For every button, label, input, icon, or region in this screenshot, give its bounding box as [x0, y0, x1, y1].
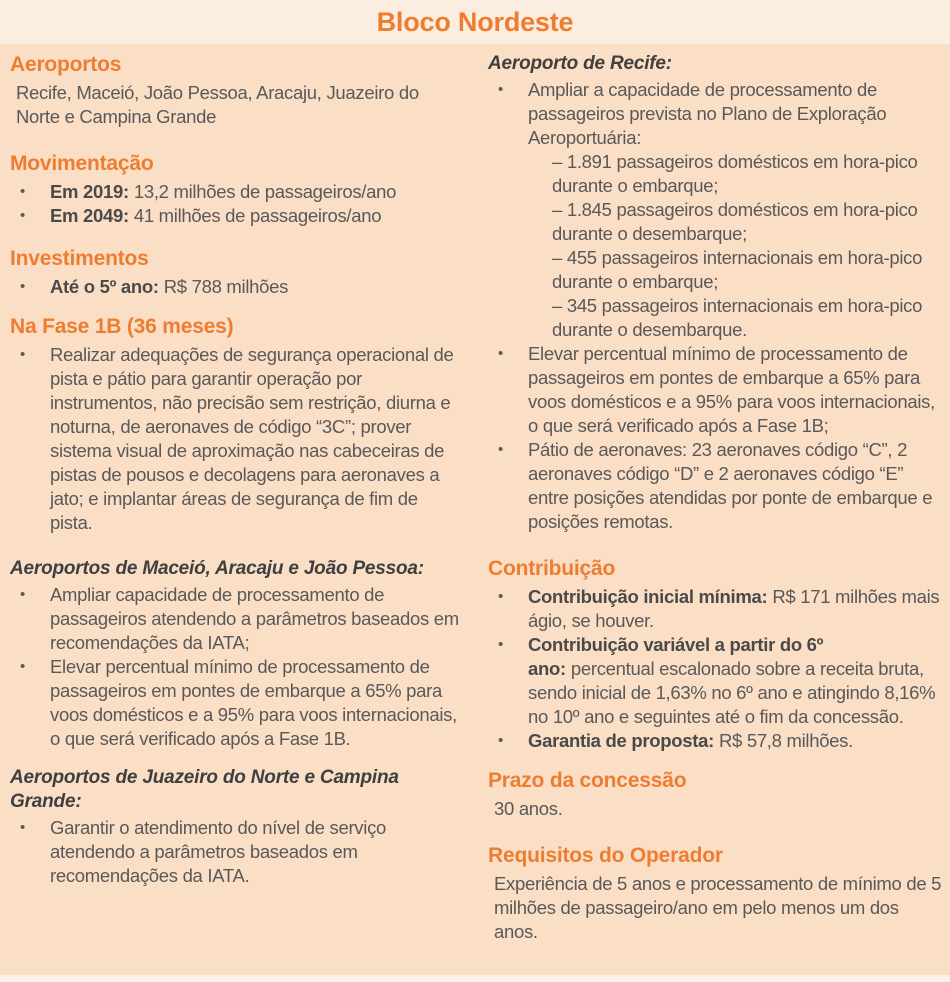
bullet-label: Em 2019:	[50, 181, 129, 202]
section-heading-aeroportos: Aeroportos	[10, 53, 122, 76]
column-right	[488, 52, 942, 975]
section-heading-contribuicao: Contribuição	[488, 557, 616, 580]
section-heading-movimentacao: Movimentação	[10, 152, 154, 175]
subsection-heading-maceio: Aeroportos de Maceió, Aracaju e João Pessoa:	[10, 558, 424, 579]
section-fase-1b	[10, 314, 464, 535]
bullet-item	[488, 585, 942, 633]
bullet-text: percentual escalonado sobre a receita bruta, sendo inicial de 1,63% no 6º ano e atingindo 8,16% no 10º ano e seguintes até o fim da concessão.	[528, 658, 936, 727]
sub-item: – 1.891 passageiros domésticos em hora-pico durante o embarque;	[552, 151, 918, 196]
section-contribuicao	[488, 556, 942, 753]
title-band	[0, 0, 950, 44]
bullet-text: Elevar percentual mínimo de processamento de passageiros em pontes de embarque a 65% para voos domésticos e a 95% para voos internacionais, o que será verificado após a Fase 1B;	[528, 343, 935, 436]
section-heading-requisitos: Requisitos do Operador	[488, 844, 723, 867]
movimentacao-bullets	[10, 180, 464, 228]
bullet-label: Contribuição variável a partir do 6º ano:	[528, 634, 824, 679]
bullet-item	[10, 275, 464, 299]
bullet-text: R$ 57,8 milhões.	[718, 730, 853, 751]
section-heading-fase-1b: Na Fase 1B (36 meses)	[10, 315, 234, 338]
bullet-text: Ampliar a capacidade de processamento de passageiros prevista no Plano de Exploração Aeroportuária:	[528, 79, 887, 148]
bullet-item	[488, 78, 942, 342]
fase-1b-bullets	[10, 343, 464, 535]
section-aeroportos	[10, 52, 464, 129]
bullet-label: Garantia de proposta:	[528, 730, 714, 751]
bullet-item	[10, 343, 464, 535]
bullet-text: Pátio de aeronaves: 23 aeronaves código “C”, 2 aeronaves código “D” e 2 aeronaves código “E” entre posições atendidas por ponte de embarque e posições remotas.	[528, 439, 933, 532]
section-prazo	[488, 768, 942, 821]
bullet-item	[10, 816, 464, 888]
bullet-label: Em 2049:	[50, 205, 129, 226]
bullet-text: Ampliar capacidade de processamento de passageiros atendendo a parâmetros baseados em recomendações da IATA;	[50, 584, 459, 653]
maceio-bullets	[10, 583, 464, 751]
page-title: Bloco Nordeste	[376, 6, 574, 37]
requisitos-text: Experiência de 5 anos e processamento de mínimo de 5 milhões de passageiro/ano em pelo menos um dos anos.	[494, 873, 942, 942]
contribuicao-bullets	[488, 585, 942, 753]
bullet-label: Contribuição inicial mínima:	[528, 586, 768, 607]
section-heading-investimentos: Investimentos	[10, 247, 149, 270]
bullet-item	[488, 342, 942, 438]
recife-bullets	[488, 78, 942, 534]
bullet-item	[488, 633, 942, 729]
bullet-text: Realizar adequações de segurança operacional de pista e pátio para garantir operação por instrumentos, não precisão sem restrição, diurna e noturna, de aeronaves de código “3C”; prover sistema visual de aproximação nas cabeceiras de pistas de pousos e decolagens para aeronaves a jato; e implantar áreas de segurança de fim de pista.	[50, 344, 454, 533]
section-maceio-aracaju-joao-pessoa	[10, 557, 464, 751]
prazo-text: 30 anos.	[494, 798, 563, 819]
section-recife	[488, 52, 942, 534]
bottom-strip	[0, 975, 950, 982]
bullet-text: R$ 171 milhões mais ágio, se houver.	[528, 586, 940, 631]
section-juazeiro-campina-grande	[10, 766, 464, 888]
bullet-item	[10, 583, 464, 655]
content-columns	[0, 44, 950, 975]
sub-item: – 345 passageiros internacionais em hora-pico durante o desembarque.	[552, 295, 923, 340]
sub-item: – 1.845 passageiros domésticos em hora-pico durante o desembarque;	[552, 199, 918, 244]
bullet-item	[488, 438, 942, 534]
bullet-text: Garantir o atendimento do nível de serviço atendendo a parâmetros baseados em recomendações da IATA.	[50, 817, 387, 886]
bullet-text: Elevar percentual mínimo de processamento de passageiros em pontes de embarque a 65% para voos domésticos e a 95% para voos internacionais, o que será verificado após a Fase 1B.	[50, 656, 457, 749]
subsection-heading-recife: Aeroporto de Recife:	[488, 53, 672, 74]
bullet-item	[10, 204, 464, 228]
section-heading-prazo: Prazo da concessão	[488, 769, 687, 792]
bullet-text: 13,2 milhões de passageiros/ano	[133, 181, 397, 202]
bullet-item	[488, 729, 942, 753]
aeroportos-list-text: Recife, Maceió, João Pessoa, Aracaju, Juazeiro do Norte e Campina Grande	[16, 82, 419, 127]
bullet-label: Até o 5º ano:	[50, 276, 159, 297]
bullet-text: R$ 788 milhões	[163, 276, 289, 297]
column-left	[10, 52, 464, 975]
bullet-item	[10, 655, 464, 751]
bullet-text: 41 milhões de passageiros/ano	[133, 205, 382, 226]
section-requisitos	[488, 843, 942, 944]
section-investimentos	[10, 246, 464, 299]
sub-item: – 455 passageiros internacionais em hora-pico durante o embarque;	[552, 247, 923, 292]
juazeiro-bullets	[10, 816, 464, 888]
subsection-heading-juazeiro: Aeroportos de Juazeiro do Norte e Campina Grande:	[10, 767, 399, 812]
section-movimentacao	[10, 151, 464, 228]
bullet-item	[10, 180, 464, 204]
investimentos-bullets	[10, 275, 464, 299]
